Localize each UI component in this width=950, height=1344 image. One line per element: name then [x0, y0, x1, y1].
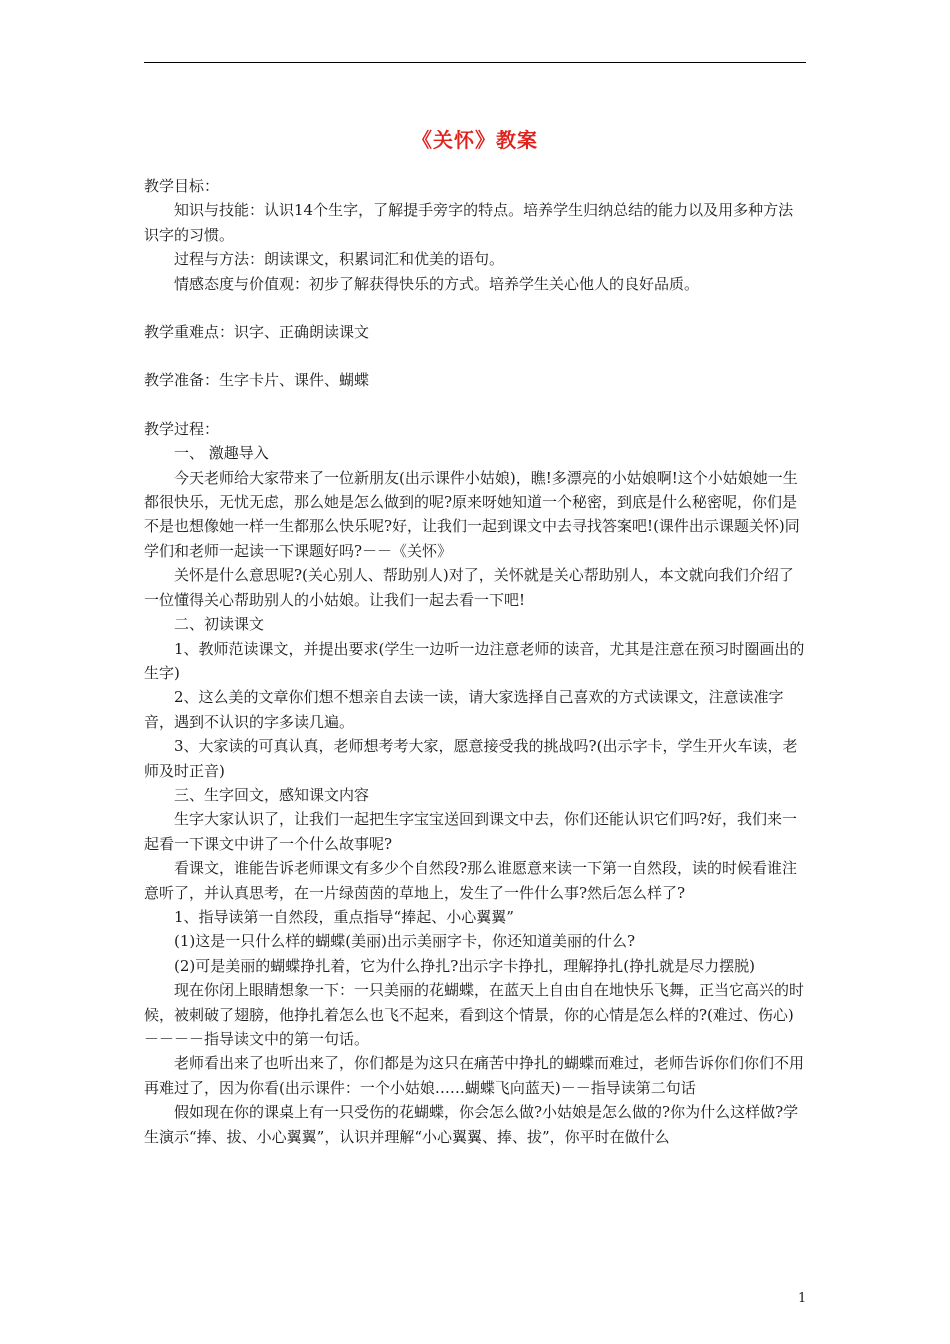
section-heading-key-points: 教学重难点：识字、正确朗读课文	[144, 323, 370, 342]
paragraph: 2、这么美的文章你们想不想亲自去读一读，请大家选择自己喜欢的方式读课文，注意读准字音，遇到不认识的字多读几遍。	[144, 688, 784, 731]
paragraph: 过程与方法：朗读课文，积累词汇和优美的语句。	[174, 250, 505, 269]
paragraph: 假如现在你的课桌上有一只受伤的花蝴蝶，你会怎么做?小姑娘是怎么做的?你为什么这样做?学生演示“捧、拔、小心翼翼”，认识并理解“小心翼翼、捧、拔”，你平时在做什么	[144, 1103, 799, 1146]
paragraph: 现在你闭上眼睛想象一下：一只美丽的花蝴蝶，在蓝天上自由自在地快乐飞舞，正当它高兴的时候，被刺破了翅膀，他挣扎着怎么也飞不起来，看到这个情景，你的心情是怎么样的?(难过、伤心)－－－－指导读文中的第一句话。	[144, 981, 805, 1048]
paragraph: 知识与技能：认识14个生字，了解提手旁字的特点。培养学生归纳总结的能力以及用多种方法识字的习惯。	[144, 201, 794, 244]
section-heading-process: 教学过程：	[144, 419, 220, 438]
paragraph: 今天老师给大家带来了一位新朋友(出示课件小姑娘)，瞧!多漂亮的小姑娘啊!这个小姑娘她一生都很快乐，无忧无虑，那么她是怎么做到的呢?原来呀她知道一个秘密，到底是什么秘密呢，你们是不是也想像她一样一生都那么快乐呢?好，让我们一起到课文中去寻找答案吧!(课件出示课题关怀)同学们和老师一起读一下课题好吗?－－《关怀》	[144, 468, 800, 560]
paragraph: 情感态度与价值观：初步了解获得快乐的方式。培养学生关心他人的良好品质。	[174, 274, 700, 293]
subheading: 二、初读课文	[174, 615, 265, 634]
paragraph: 生字大家认识了，让我们一起把生字宝宝送回到课文中去，你们还能认识它们吗?好，我们来一起看一下课文中讲了一个什么故事呢?	[144, 810, 798, 853]
section-heading-objectives: 教学目标：	[144, 177, 220, 195]
paragraph: 老师看出来了也听出来了，你们都是为这只在痛苦中挣扎的蝴蝶而难过，老师告诉你们你们不用再难过了，因为你看(出示课件：一个小姑娘……蝴蝶飞向蓝天)－－指导读第二句话	[144, 1054, 805, 1097]
paragraph: 看课文，谁能告诉老师课文有多少个自然段?那么谁愿意来读一下第一自然段，读的时候看谁注意听了，并认真思考，在一片绿茵茵的草地上，发生了一件什么事?然后怎么样了?	[144, 859, 798, 902]
paragraph: 关怀是什么意思呢?(关心别人、帮助别人)对了，关怀就是关心帮助别人，本文就向我们介绍了一位懂得关心帮助别人的小姑娘。让我们一起去看一下吧!	[144, 566, 794, 609]
paragraph: 3、大家读的可真认真，老师想考考大家，愿意接受我的挑战吗?(出示字卡，学生开火车读，老师及时正音)	[144, 737, 798, 780]
header-rule	[144, 62, 806, 63]
document-body	[144, 174, 808, 1149]
paragraph: (2)可是美丽的蝴蝶挣扎着，它为什么挣扎?出示字卡挣扎，理解挣扎(挣扎就是尽力摆脱)	[174, 956, 755, 975]
section-heading-preparation: 教学准备：生字卡片、课件、蝴蝶	[144, 371, 370, 390]
paragraph: (1)这是一只什么样的蝴蝶(美丽)出示美丽字卡，你还知道美丽的什么?	[174, 932, 635, 951]
paragraph: 1、教师范读课文，并提出要求(学生一边听一边注意老师的读音，尤其是注意在预习时圈画出的生字)	[144, 639, 805, 682]
subheading: 三、生字回文，感知课文内容	[174, 785, 370, 804]
document-title: 《关怀》教案	[412, 128, 538, 152]
page-number: 1	[798, 1291, 807, 1306]
paragraph: 1、指导读第一自然段，重点指导“捧起、小心翼翼”	[174, 907, 514, 926]
subheading: 一、 激趣导入	[174, 444, 269, 463]
